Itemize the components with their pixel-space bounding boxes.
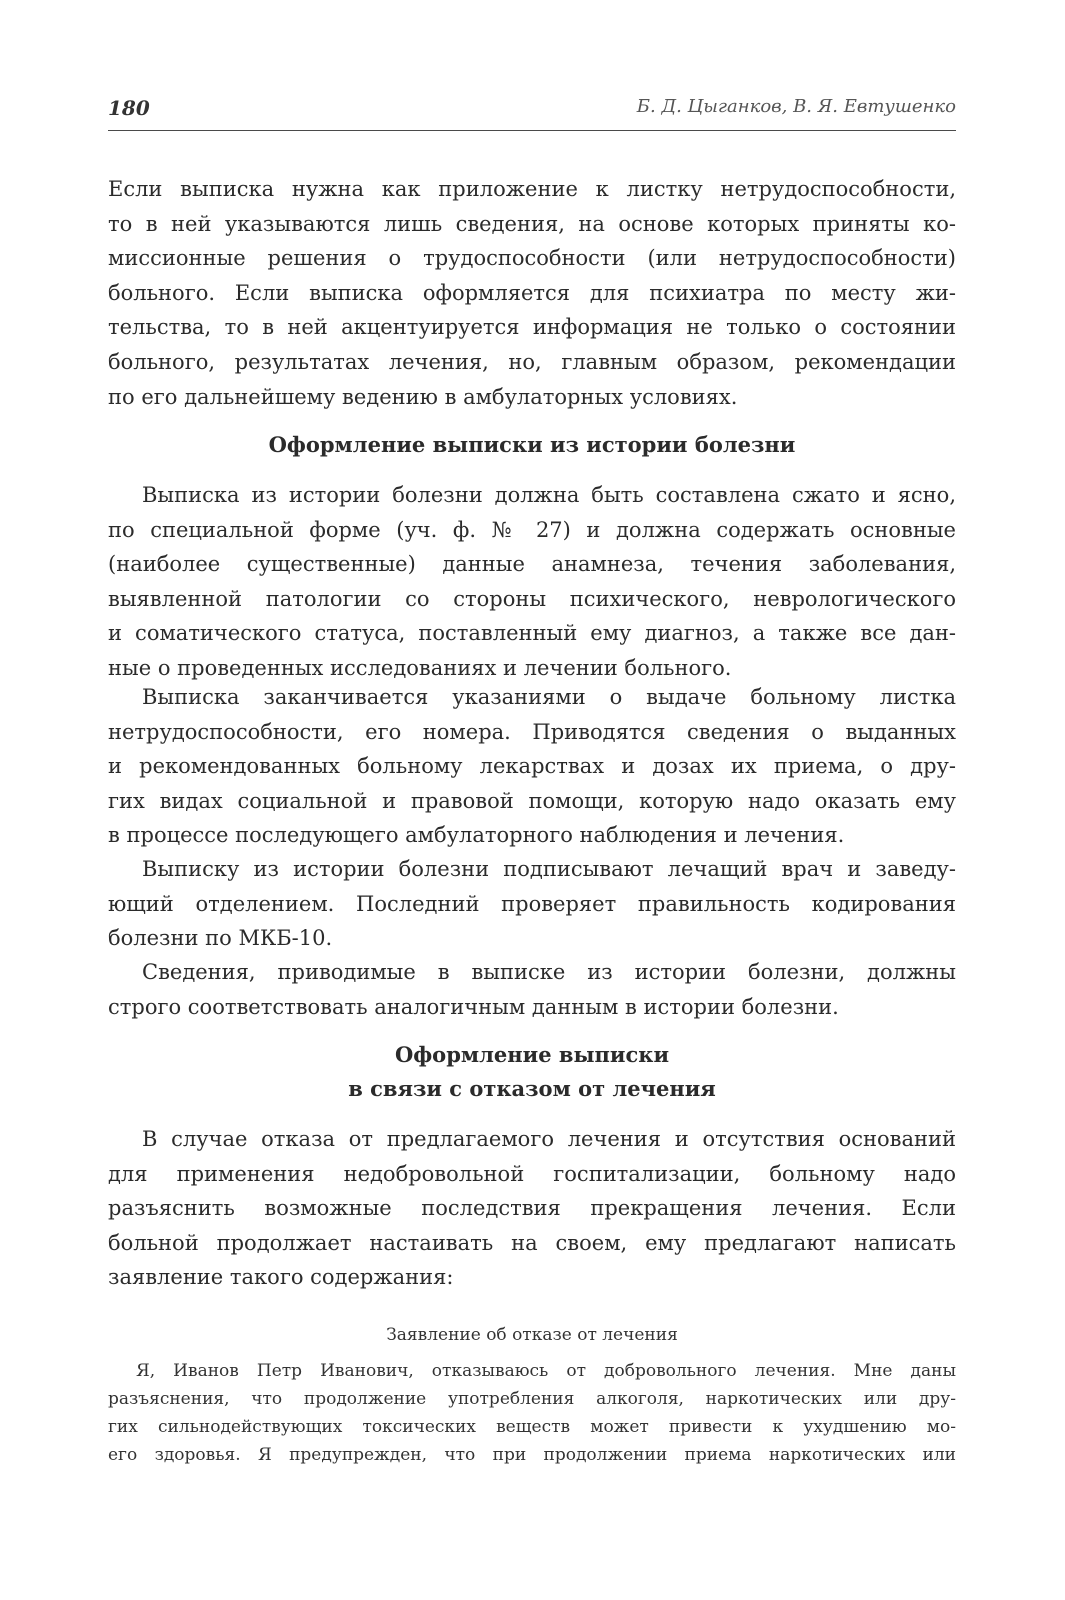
- text-line: больного. Если выписка оформляется для психиатра по месту жи-: [108, 280, 956, 305]
- paragraph-2: [108, 478, 956, 686]
- text-line: Выписка заканчивается указаниями о выдаче больному листка: [142, 685, 956, 709]
- text-line: больного, результатах лечения, но, главным образом, рекомендации: [108, 349, 956, 374]
- text-line: В случае отказа от предлагаемого лечения и отсутствия оснований: [142, 1127, 956, 1151]
- paragraph-6: [108, 1122, 956, 1295]
- paragraph-1: [108, 172, 956, 414]
- text-line: миссионные решения о трудоспособности (или нетрудоспособности): [108, 246, 956, 271]
- text-line: Сведения, приводимые в выписке из истории болезни, должны: [142, 960, 956, 984]
- text-line: болезни по МКБ-10.: [108, 926, 333, 951]
- text-line: по специальной форме (уч. ф. № 27) и должна содержать основные: [108, 517, 956, 542]
- page-header: [108, 96, 956, 131]
- text-line: больной продолжает настаивать на своем, ему предлагают написать: [108, 1230, 956, 1255]
- text-line: разъяснения, что продолжение употребления алкоголя, наркотических или дру-: [108, 1389, 956, 1409]
- text-line: Я, Иванов Петр Иванович, отказываюсь от добровольного лечения. Мне даны: [136, 1361, 956, 1381]
- text-line: то в ней указываются лишь сведения, на основе которых приняты ко-: [108, 211, 956, 236]
- text-line: тельства, то в ней акцентуируется информация не только о состоянии: [108, 315, 956, 340]
- page-number: 180: [108, 96, 150, 120]
- text-line: Если выписка нужна как приложение к листку нетрудоспособности,: [108, 177, 956, 201]
- text-line: нетрудоспособности, его номера. Приводятся сведения о выданных: [108, 719, 956, 744]
- paragraph-5: [108, 955, 956, 1024]
- text-line: и рекомендованных больному лекарствах и дозах их приема, о дру-: [108, 754, 956, 779]
- text-line: (наиболее существенные) данные анамнеза, течения заболевания,: [108, 552, 956, 577]
- text-line: заявление такого содержания:: [108, 1265, 454, 1290]
- section-heading-discharge-summary: Оформление выписки из истории болезни: [268, 432, 796, 457]
- text-line: в процессе последующего амбулаторного наблюдения и лечения.: [108, 823, 845, 848]
- text-line: ные о проведенных исследованиях и лечении больного.: [108, 655, 732, 680]
- text-line: строго соответствовать аналогичным данным в истории болезни.: [108, 994, 839, 1019]
- text-line: гих видах социальной и правовой помощи, которую надо оказать ему: [108, 788, 956, 813]
- text-line: для применения недобровольной госпитализации, больному надо: [108, 1161, 956, 1186]
- text-line: по его дальнейшему ведению в амбулаторных условиях.: [108, 384, 738, 409]
- text-line: его здоровья. Я предупрежден, что при продолжении приема наркотических или: [108, 1445, 956, 1465]
- text-line: выявленной патологии со стороны психического, неврологического: [108, 586, 956, 611]
- section-heading-refusal-of-treatment: [108, 1038, 956, 1106]
- paragraph-4: [108, 852, 956, 956]
- text-line: Выписку из истории болезни подписывают лечащий врач и заведу-: [142, 857, 956, 881]
- text-line: разъяснить возможные последствия прекращения лечения. Если: [108, 1196, 956, 1221]
- heading-line: Оформление выписки: [394, 1042, 670, 1067]
- text-line: и соматического статуса, поставленный ему диагноз, а также все дан-: [108, 621, 956, 646]
- statement-text: [108, 1357, 956, 1469]
- text-line: ющий отделением. Последний проверяет правильность кодирования: [108, 891, 956, 916]
- heading-line: в связи с отказом от лечения: [348, 1076, 716, 1101]
- running-head-authors: Б. Д. Цыганков, В. Я. Евтушенко: [636, 96, 956, 117]
- paragraph-3: [108, 680, 956, 853]
- statement-title: Заявление об отказе от лечения: [386, 1325, 678, 1345]
- text-line: гих сильнодействующих токсических веществ может привести к ухудшению мо-: [108, 1417, 956, 1437]
- text-line: Выписка из истории болезни должна быть составлена сжато и ясно,: [142, 483, 956, 507]
